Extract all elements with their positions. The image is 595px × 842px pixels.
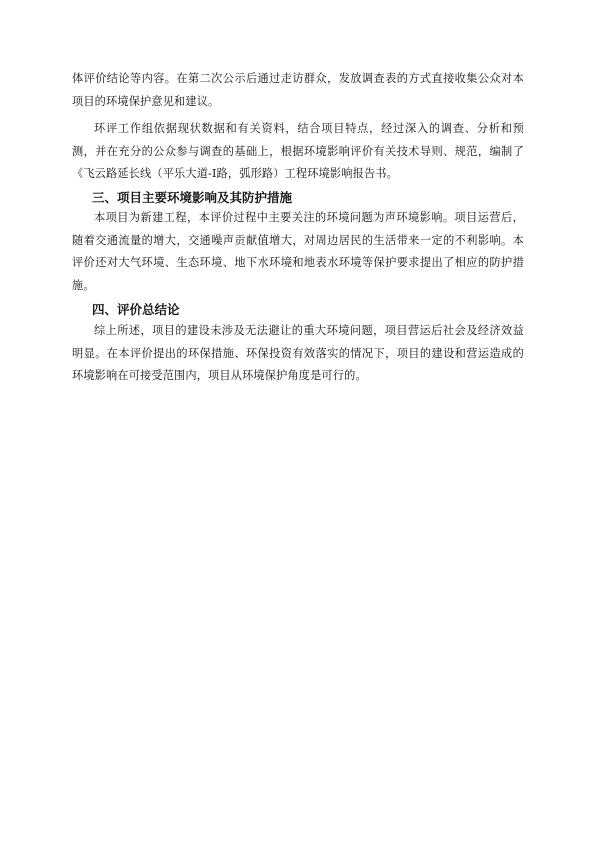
section-4-heading: 四、评价总结论 bbox=[92, 302, 180, 317]
section-3-heading: 三、项目主要环境影响及其防护措施 bbox=[92, 190, 293, 205]
paragraph-conclusion: 综上所述，项目的建设未涉及无法避让的重大环境问题，项目营运后社会及经济效益明显。在本评价提出的环保措施、环保投资有效落实的情况下，项目的建设和营运造成的环境影响在可接受范围内，项目从环境保护角度是可行的。 bbox=[72, 324, 524, 382]
paragraph-public-participation: 体评价结论等内容。在第二次公示后通过走访群众，发放调查表的方式直接收集公众对本项目的环境保护意见和建议。 bbox=[72, 72, 524, 108]
paragraph-environmental-impacts: 本项目为新建工程，本评价过程中主要关注的环境问题为声环境影响。项目运营后，随着交通流量的增大，交通噪声贡献值增大，对周边居民的生活带来一定的不利影响。本评价还对大气环境、生态环境、地下水环境和地表水环境等保护要求提出了相应的防护措施。 bbox=[72, 211, 524, 292]
paragraph-report-preparation: 环评工作组依据现状数据和有关资料，结合项目特点，经过深入的调查、分析和预测，并在充分的公众参与调查的基础上，根据环境影响评价有关技术导则、规范，编制了《飞云路延长线（平乐大道-Ⅰ路，弧形路）工程环境影响报告书。 bbox=[72, 122, 524, 180]
